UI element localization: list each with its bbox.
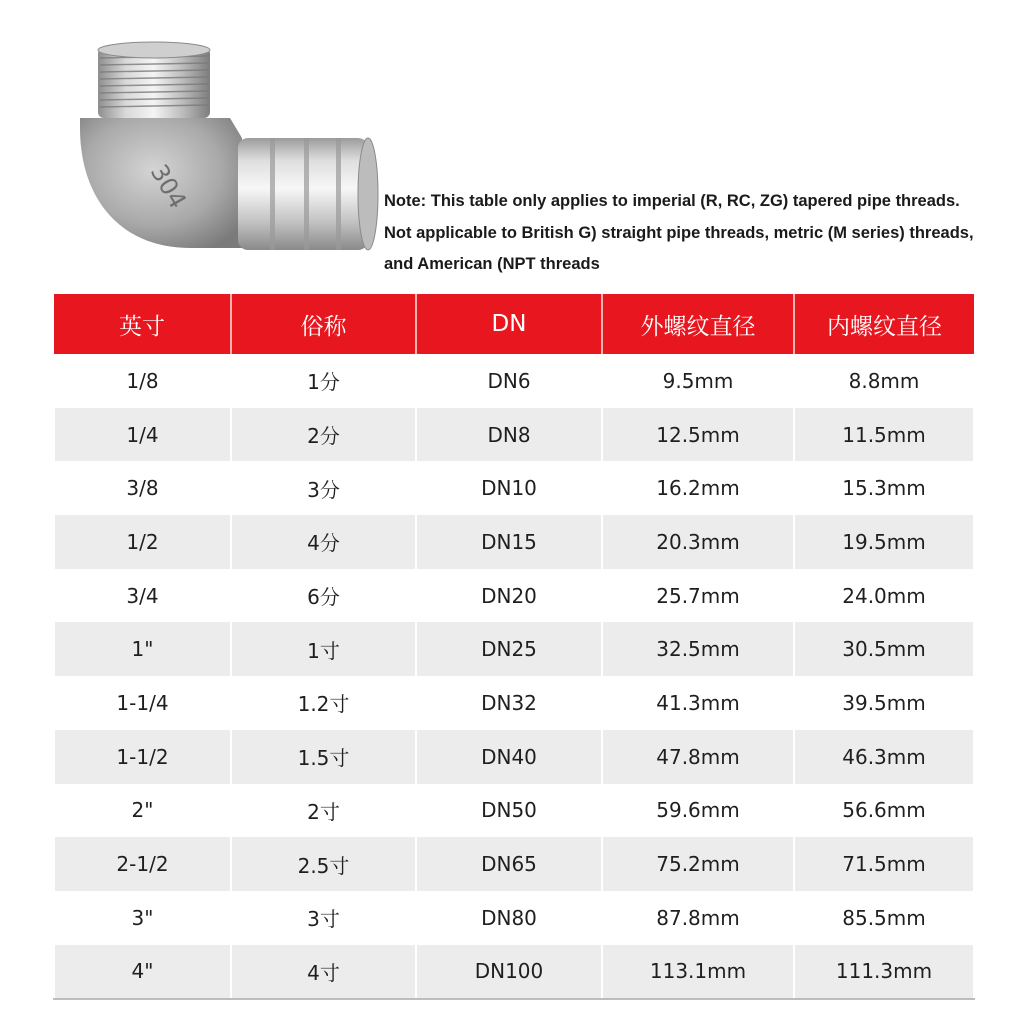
cell-outer-diameter: 87.8mm	[602, 891, 794, 945]
cell-inner-diameter: 85.5mm	[794, 891, 974, 945]
cell-common-name: 1.5寸	[231, 730, 416, 784]
cell-common-name: 4分	[231, 515, 416, 569]
cell-dn: DN80	[416, 891, 602, 945]
note-line-2: Not applicable to British G) straight pipe threads, metric (M series) threads,	[384, 223, 974, 242]
cell-dn: DN32	[416, 676, 602, 730]
cell-inner-diameter: 111.3mm	[794, 945, 974, 1000]
cell-inch: 1/2	[54, 515, 231, 569]
cell-inch: 1-1/2	[54, 730, 231, 784]
cell-outer-diameter: 41.3mm	[602, 676, 794, 730]
cell-inner-diameter: 15.3mm	[794, 461, 974, 515]
cell-dn: DN40	[416, 730, 602, 784]
table-row	[54, 354, 974, 408]
table-row	[54, 515, 974, 569]
cell-common-name: 4寸	[231, 945, 416, 1000]
cell-outer-diameter: 20.3mm	[602, 515, 794, 569]
cell-common-name: 2分	[231, 408, 416, 462]
cell-common-name: 3寸	[231, 891, 416, 945]
cell-inner-diameter: 11.5mm	[794, 408, 974, 462]
cell-inner-diameter: 24.0mm	[794, 569, 974, 623]
table-row	[54, 622, 974, 676]
thread-size-table	[53, 294, 975, 1000]
cell-inner-diameter: 30.5mm	[794, 622, 974, 676]
cell-inch: 2"	[54, 784, 231, 838]
cell-inner-diameter: 56.6mm	[794, 784, 974, 838]
cell-outer-diameter: 9.5mm	[602, 354, 794, 408]
cell-dn: DN65	[416, 837, 602, 891]
cell-inch: 3"	[54, 891, 231, 945]
table-row	[54, 730, 974, 784]
cell-outer-diameter: 12.5mm	[602, 408, 794, 462]
cell-outer-diameter: 59.6mm	[602, 784, 794, 838]
note-line-3: and American (NPT threads	[384, 255, 600, 273]
table-row	[54, 461, 974, 515]
header-outer-thread-diameter: 外螺纹直径	[602, 294, 794, 354]
elbow-fitting-image	[70, 38, 390, 283]
header-dn: DN	[416, 294, 602, 354]
cell-outer-diameter: 47.8mm	[602, 730, 794, 784]
cell-dn: DN8	[416, 408, 602, 462]
cell-common-name: 1分	[231, 354, 416, 408]
cell-common-name: 2.5寸	[231, 837, 416, 891]
table-row	[54, 891, 974, 945]
cell-inner-diameter: 71.5mm	[794, 837, 974, 891]
table-row	[54, 676, 974, 730]
table-row	[54, 945, 974, 1000]
cell-inch: 1"	[54, 622, 231, 676]
cell-inner-diameter: 19.5mm	[794, 515, 974, 569]
note-line-1: Note: This table only applies to imperial (R, RC, ZG) tapered pipe threads.	[384, 192, 960, 210]
cell-common-name: 3分	[231, 461, 416, 515]
header-common-name: 俗称	[231, 294, 416, 354]
cell-inch: 3/8	[54, 461, 231, 515]
cell-outer-diameter: 32.5mm	[602, 622, 794, 676]
cell-inch: 1-1/4	[54, 676, 231, 730]
cell-inch: 3/4	[54, 569, 231, 623]
table-row	[54, 408, 974, 462]
table-row	[54, 837, 974, 891]
header-inch: 英寸	[54, 294, 231, 354]
cell-dn: DN100	[416, 945, 602, 1000]
cell-inner-diameter: 39.5mm	[794, 676, 974, 730]
cell-dn: DN15	[416, 515, 602, 569]
cell-inner-diameter: 46.3mm	[794, 730, 974, 784]
cell-dn: DN10	[416, 461, 602, 515]
cell-dn: DN6	[416, 354, 602, 408]
cell-inch: 1/8	[54, 354, 231, 408]
cell-inch: 4"	[54, 945, 231, 1000]
cell-common-name: 6分	[231, 569, 416, 623]
cell-outer-diameter: 75.2mm	[602, 837, 794, 891]
cell-common-name: 1.2寸	[231, 676, 416, 730]
cell-outer-diameter: 25.7mm	[602, 569, 794, 623]
table-header-row	[54, 294, 974, 354]
table-row	[54, 784, 974, 838]
cell-outer-diameter: 113.1mm	[602, 945, 794, 1000]
cell-common-name: 1寸	[231, 622, 416, 676]
cell-dn: DN25	[416, 622, 602, 676]
cell-inch: 2-1/2	[54, 837, 231, 891]
cell-common-name: 2寸	[231, 784, 416, 838]
material-marking: 304	[144, 159, 192, 214]
cell-inch: 1/4	[54, 408, 231, 462]
cell-dn: DN20	[416, 569, 602, 623]
header-inner-thread-diameter: 内螺纹直径	[794, 294, 974, 354]
applicability-note	[384, 186, 1024, 281]
table-row	[54, 569, 974, 623]
cell-dn: DN50	[416, 784, 602, 838]
cell-inner-diameter: 8.8mm	[794, 354, 974, 408]
cell-outer-diameter: 16.2mm	[602, 461, 794, 515]
